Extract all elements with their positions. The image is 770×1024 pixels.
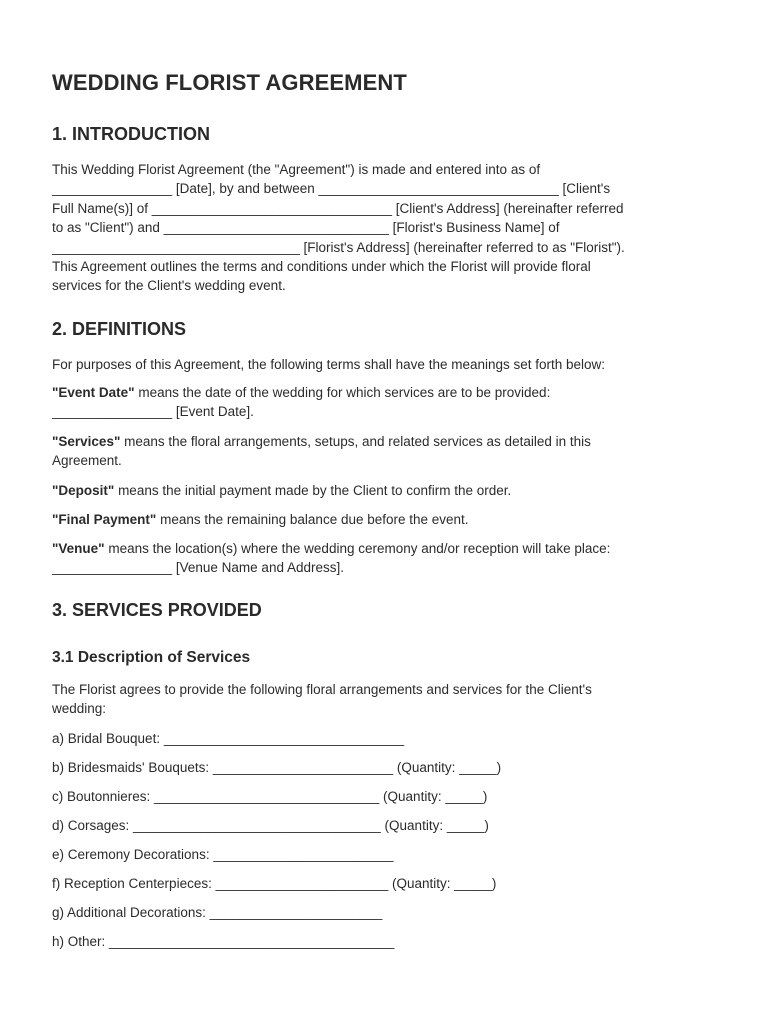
paragraph-line: wedding: [52, 701, 107, 717]
definition-text: means the date of the wedding for which services are to be provided: [134, 385, 551, 400]
definition-term: "Services" [52, 434, 121, 449]
definition-term: "Final Payment" [52, 512, 157, 527]
paragraph-line: services for the Client's wedding event. [52, 278, 286, 294]
service-item-bridal-bouquet: a) Bridal Bouquet: ________________________________ [52, 731, 405, 746]
service-item-additional-decorations: g) Additional Decorations: _______________________ [52, 905, 383, 920]
paragraph-line: Full Name(s)] of ________________________________ [Client's Address] (hereinafter referred [52, 200, 624, 216]
paragraph-line: This Wedding Florist Agreement (the "Agreement") is made and entered into as of [52, 162, 541, 177]
definition-text: Agreement. [52, 453, 122, 469]
definition-term: "Event Date" [52, 385, 135, 400]
paragraph-line: This Agreement outlines the terms and conditions under which the Florist will provide floral [52, 259, 591, 275]
definition-text: means the location(s) where the wedding ceremony and/or reception will take place: [104, 541, 611, 556]
introduction-paragraph [52, 160, 625, 296]
services-intro-paragraph [52, 680, 592, 719]
document-title: WEDDING FLORIST AGREEMENT [52, 70, 407, 95]
definition-term: "Deposit" [52, 483, 115, 498]
definition-final-payment [52, 510, 469, 529]
paragraph-line: to as "Client") and ______________________________ [Florist's Business Name] of [52, 220, 560, 236]
subsection-heading-description-of-services: 3.1 Description of Services [52, 649, 251, 666]
definitions-intro: For purposes of this Agreement, the following terms shall have the meanings set forth below: [52, 357, 606, 372]
definition-venue [52, 539, 610, 578]
service-item-boutonnieres: c) Boutonnieres: ______________________________ (Quantity: _____) [52, 789, 488, 804]
service-item-reception-centerpieces: f) Reception Centerpieces: _______________________ (Quantity: _____) [52, 876, 497, 891]
paragraph-line: The Florist agrees to provide the following floral arrangements and services for the Client's [52, 682, 592, 697]
definition-text: ________________ [Venue Name and Address]. [52, 560, 344, 576]
definition-services [52, 432, 591, 471]
paragraph-line: _________________________________ [Florist's Address] (hereinafter referred to as "Florist"). [52, 239, 625, 255]
definition-text: means the initial payment made by the Client to confirm the order. [114, 483, 512, 498]
service-item-corsages: d) Corsages: _________________________________ (Quantity: _____) [52, 818, 489, 833]
definition-text: means the floral arrangements, setups, and related services as detailed in this [120, 434, 591, 449]
definition-deposit [52, 481, 511, 500]
definition-term: "Venue" [52, 541, 105, 556]
definition-text: ________________ [Event Date]. [52, 404, 254, 420]
section-heading-introduction: 1. INTRODUCTION [52, 124, 211, 144]
definition-text: means the remaining balance due before the event. [156, 512, 469, 527]
service-item-ceremony-decorations: e) Ceremony Decorations: ________________________ [52, 847, 394, 862]
section-heading-services-provided: 3. SERVICES PROVIDED [52, 600, 262, 620]
definition-event-date [52, 383, 550, 422]
paragraph-line: ________________ [Date], by and between ________________________________ [Client's [52, 181, 611, 197]
service-item-bridesmaids-bouquets: b) Bridesmaids' Bouquets: ________________________ (Quantity: _____) [52, 760, 502, 775]
section-heading-definitions: 2. DEFINITIONS [52, 319, 187, 339]
service-item-other: h) Other: ______________________________________ [52, 934, 395, 949]
